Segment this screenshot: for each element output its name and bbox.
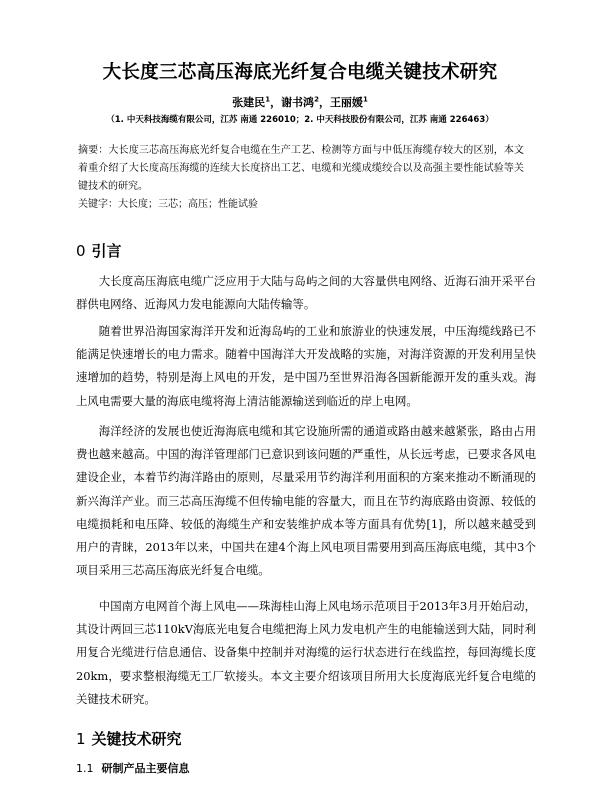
- abstract: 摘要：大长度三芯高压海底光纤复合电缆在生产工艺、检测等方面与中低压海缆存较大的区别，本文着重介绍了大长度高压海缆的连续大长度挤出工艺、电缆和光缆成缆绞合以及高强主要性能试验等关键技术的研究。: [78, 145, 524, 192]
- author-name: 张建民: [232, 96, 266, 109]
- section-heading-introduction: [76, 240, 122, 261]
- author-affil-mark: 1: [265, 95, 271, 104]
- paper-title: 大长度三芯高压海底光纤复合电缆关键技术研究: [102, 62, 498, 83]
- body-paragraph: 中国南方电网首个海上风电——珠海桂山海上风电场示范项目于2013年3月开始启动，其设计两回三芯110kV海底光电复合电缆把海上风力发电机产生的电能输送到大陆，同时利用复合光缆进行信息通信、设备集中控制并对海缆的运行状态进行在线监控，每回海缆长度20km，要求整根海缆无工厂软接头。本文主要介绍该项目所用大长度海底光纤复合电缆的关键技术研究。: [76, 599, 536, 706]
- subsection-title: 研制产品主要信息: [101, 762, 190, 775]
- author-affil-mark: 2: [314, 95, 319, 104]
- author-affil-mark: 1: [362, 95, 368, 104]
- author-name: 王丽媛: [329, 96, 363, 109]
- section-title: 引言: [91, 242, 122, 260]
- section-title: 关键技术研究: [91, 730, 182, 748]
- author-name: 谢书鸿: [281, 96, 315, 109]
- author-line: 张建民$^1$，谢书鸿$^2$，王丽媛$^1$: [232, 95, 368, 109]
- keywords: 关键字：大长度；三芯；高压；性能试验: [78, 199, 258, 210]
- section-number: 1: [76, 730, 86, 748]
- body-paragraph: 大长度高压海底电缆广泛应用于大陆与岛屿之间的大容量供电网络、近海石油开采平台群供电网络、近海风力发电能源向大陆传输等。: [76, 274, 536, 312]
- subsection-number: 1.1: [76, 762, 94, 775]
- affiliation: （1. 中天科技海缆有限公司，江苏 南通 226010；2. 中天科技股份有限公司，江苏 南通 226463）: [106, 115, 494, 125]
- section-heading-key-technology: [76, 728, 182, 749]
- body-paragraph: 随着世界沿海国家海洋开发和近海岛屿的工业和旅游业的快速发展，中压海缆线路已不能满足快速增长的电力需求。随着中国海洋大开发战略的实施，对海洋资源的开发利用呈快速增加的趋势，特别是海上风电的开发，是中国乃至世界沿海各国新能源开发的重头戏。海上风电需要大量的海底电缆将海上清洁能源输送到临近的岸上电网。: [76, 324, 536, 408]
- subsection-heading: [76, 760, 190, 776]
- section-number: 0: [76, 242, 86, 260]
- body-paragraph: 海洋经济的发展也使近海海底电缆和其它设施所需的通道或路由越来越紧张，路由占用费也越来越高。中国的海洋管理部门已意识到该问题的严重性，从长远考虑，已要求各风电建设企业，本着节约海洋路由的原则，尽量采用节约海洋利用面积的方案来推动不断涌现的新兴海洋产业。而三芯高压海缆不但传输电能的容量大，而且在节约海底路由资源、较低的电缆损耗和电压降、较低的海缆生产和安装维护成本等方面具有优势[1]，所以越来越受到用户的青睐，2013年以来，中国共在建4个海上风电项目需要用到高压海底电缆，其中3个项目采用三芯高压海底光纤复合电缆。: [76, 424, 536, 578]
